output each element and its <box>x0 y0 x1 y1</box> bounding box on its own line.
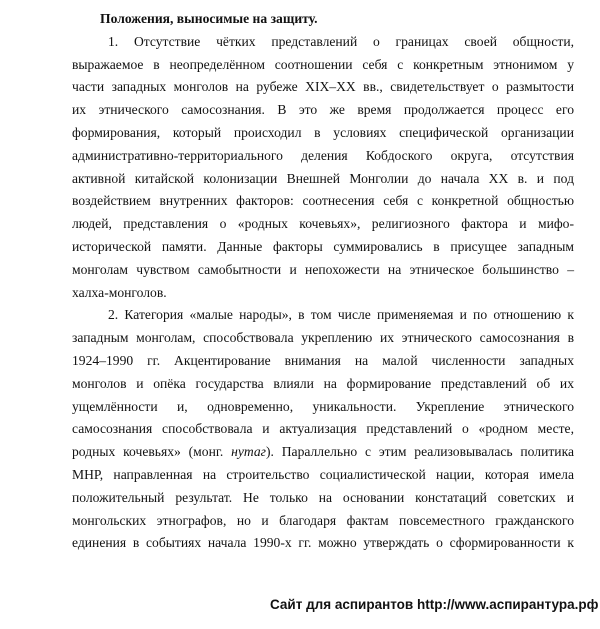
text-segment: родных кочевьях» (монг. <box>72 444 232 460</box>
paragraph-1 <box>72 31 574 305</box>
paragraph-line: административно-территориального деления Кобдоского округа, отсутствия <box>72 147 574 163</box>
paragraph-line: единения в событиях начала 1990-х гг. можно утверждать о сформированности к <box>72 535 574 551</box>
paragraph-line: самосознания способствовала и актуализация представлений о «родном месте, <box>72 421 574 437</box>
italic-term: нутаг <box>231 444 266 460</box>
paragraph-line: части западных монголов на рубеже XIX–XX вв., свидетельствует о размытости <box>72 79 574 95</box>
section-heading: Положения, выносимые на защиту. <box>100 11 318 26</box>
paragraph-line: исторической памяти. Данные факторы суммировались в присущее западным <box>72 238 574 254</box>
paragraph-line: формирования, который происходил в условиях специфической организации <box>72 124 574 140</box>
site-watermark: Сайт для аспирантов http://www.аспирантура.рф <box>270 597 599 612</box>
paragraph-line: 1. Отсутствие чётких представлений о границах своей общности, <box>108 33 574 49</box>
paragraph-line: 1924–1990 гг. Акцентирование внимания на малой численности западных <box>72 352 574 368</box>
paragraph-line: ущемлённости и, одновременно, уникальности. Укрепление этнического <box>72 398 574 414</box>
paragraph-line: воздействием внутренних факторов: соотнесения себя с конкретной общностью <box>72 193 574 209</box>
paragraph-line: их этнического самосознания. В это же время продолжается процесс его <box>72 102 574 118</box>
paragraph-line: западным монголам, способствовала укреплению их этнического самосознания в <box>72 330 574 346</box>
paragraph-line: МНР, направленная на строительство социалистической нации, которая имела <box>72 466 574 482</box>
paragraph-line: 2. Категория «малые народы», в том числе применяемая и по отношению к <box>108 307 574 323</box>
paragraph-line: монголов и опёка государства влияли на формирование представлений об их <box>72 375 574 391</box>
paragraph-line: халха-монголов. <box>72 284 167 300</box>
paragraph-line <box>72 441 574 464</box>
text-segment: ). Параллельно с этим реализовывалась политика <box>265 444 575 460</box>
paragraph-line: активной китайской колонизации Внешней Монголии до начала XX в. и под <box>72 170 574 186</box>
paragraph-line: выражаемое в неопределённом соотношении себя с конкретным этнонимом у <box>72 56 574 72</box>
document-body <box>72 8 574 555</box>
paragraph-line: монгольских этнографов, но и благодаря фактам повсеместного гражданского <box>72 512 574 528</box>
paragraph-line: монголам чувством самобытности и непохожести на этническое большинство – <box>72 261 574 277</box>
paragraph-line: положительный результат. Не только на основании констатаций советских и <box>72 489 574 505</box>
paragraph-2 <box>72 304 574 555</box>
paragraph-line: людей, представления о «родных кочевьях», религиозного фактора и мифо- <box>72 216 574 232</box>
